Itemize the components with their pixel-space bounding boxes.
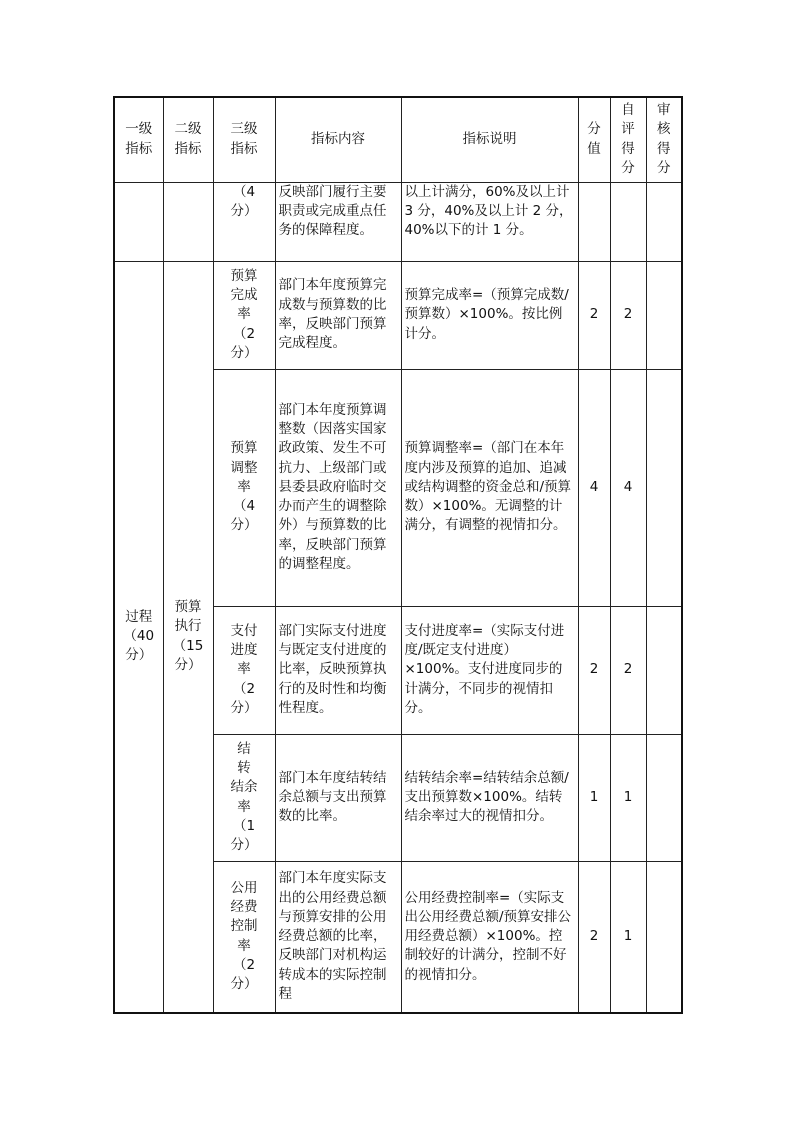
- self-score-cell: [610, 182, 646, 261]
- score-cell: 1: [578, 734, 610, 861]
- explanation-cell: 预算调整率=（部门在本年度内涉及预算的追加、追减或结构调整的资金总和/预算数）×100%。无调整的计满分，有调整的视情扣分。: [401, 369, 578, 606]
- explanation-cell: 以上计满分，60%及以上计 3 分，40%及以上计 2 分，40%以下的计 1 分。: [401, 182, 578, 261]
- score-cell: 2: [578, 261, 610, 369]
- self-score-cell: 4: [610, 369, 646, 606]
- header-content: 指标内容: [275, 97, 401, 182]
- performance-evaluation-table: [113, 96, 683, 1014]
- content-cell: 部门本年度预算调整数（因落实国家政政策、发生不可抗力、上级部门或县委县政府临时交办而产生的调整除外）与预算数的比率，反映部门预算的调整程度。: [275, 369, 401, 606]
- level1-cell: [114, 182, 163, 261]
- level3-cell: 预算 调整 率 （4 分）: [213, 369, 275, 606]
- level3-cell: （4 分）: [213, 182, 275, 261]
- content-cell: 部门本年度实际支出的公用经费总额与预算安排的公用经费总额的比率，反映部门对机构运转成本的实际控制程: [275, 861, 401, 1013]
- explanation-cell: 公用经费控制率=（实际支出公用经费总额/预算安排公用经费总额）×100%。控制较好的计满分，控制不好的视情扣分。: [401, 861, 578, 1013]
- header-audit-score: 审 核 得 分: [646, 97, 682, 182]
- level3-cell: 结 转 结余 率 （1 分）: [213, 734, 275, 861]
- self-score-cell: 2: [610, 606, 646, 734]
- level2-cell: [163, 182, 213, 261]
- audit-score-cell: [646, 182, 682, 261]
- header-row: [114, 97, 682, 182]
- audit-score-cell: [646, 261, 682, 369]
- explanation-cell: 支付进度率=（实际支付进度/既定支付进度）×100%。支付进度同步的计满分，不同步的视情扣分。: [401, 606, 578, 734]
- header-level1: 一级 指标: [114, 97, 163, 182]
- header-score: 分 值: [578, 97, 610, 182]
- content-cell: 反映部门履行主要职责或完成重点任务的保障程度。: [275, 182, 401, 261]
- content-cell: 部门本年度结转结余总额与支出预算数的比率。: [275, 734, 401, 861]
- audit-score-cell: [646, 861, 682, 1013]
- table-row: [114, 261, 682, 369]
- audit-score-cell: [646, 369, 682, 606]
- score-cell: 4: [578, 369, 610, 606]
- audit-score-cell: [646, 606, 682, 734]
- content-cell: 部门本年度预算完成数与预算数的比率，反映部门预算完成程度。: [275, 261, 401, 369]
- explanation-cell: 预算完成率=（预算完成数/预算数）×100%。按比例计分。: [401, 261, 578, 369]
- level2-budget-exec-cell: 预算 执行 （15 分）: [163, 261, 213, 1013]
- table-row: [114, 182, 682, 261]
- self-score-cell: 1: [610, 734, 646, 861]
- audit-score-cell: [646, 734, 682, 861]
- self-score-cell: 1: [610, 861, 646, 1013]
- score-cell: 2: [578, 606, 610, 734]
- level1-process-cell: 过程 （40 分）: [114, 261, 163, 1013]
- level3-cell: 预算 完成 率 （2 分）: [213, 261, 275, 369]
- content-cell: 部门实际支付进度与既定支付进度的比率，反映预算执行的及时性和均衡性程度。: [275, 606, 401, 734]
- header-level2: 二级 指标: [163, 97, 213, 182]
- header-level3: 三级 指标: [213, 97, 275, 182]
- explanation-cell: 结转结余率=结转结余总额/支出预算数×100%。结转结余率过大的视情扣分。: [401, 734, 578, 861]
- level3-cell: 支付 进度 率 （2 分）: [213, 606, 275, 734]
- self-score-cell: 2: [610, 261, 646, 369]
- header-self-score: 自 评 得 分: [610, 97, 646, 182]
- score-cell: 2: [578, 861, 610, 1013]
- header-explanation: 指标说明: [401, 97, 578, 182]
- level3-cell: 公用 经费 控制 率 （2 分）: [213, 861, 275, 1013]
- score-cell: [578, 182, 610, 261]
